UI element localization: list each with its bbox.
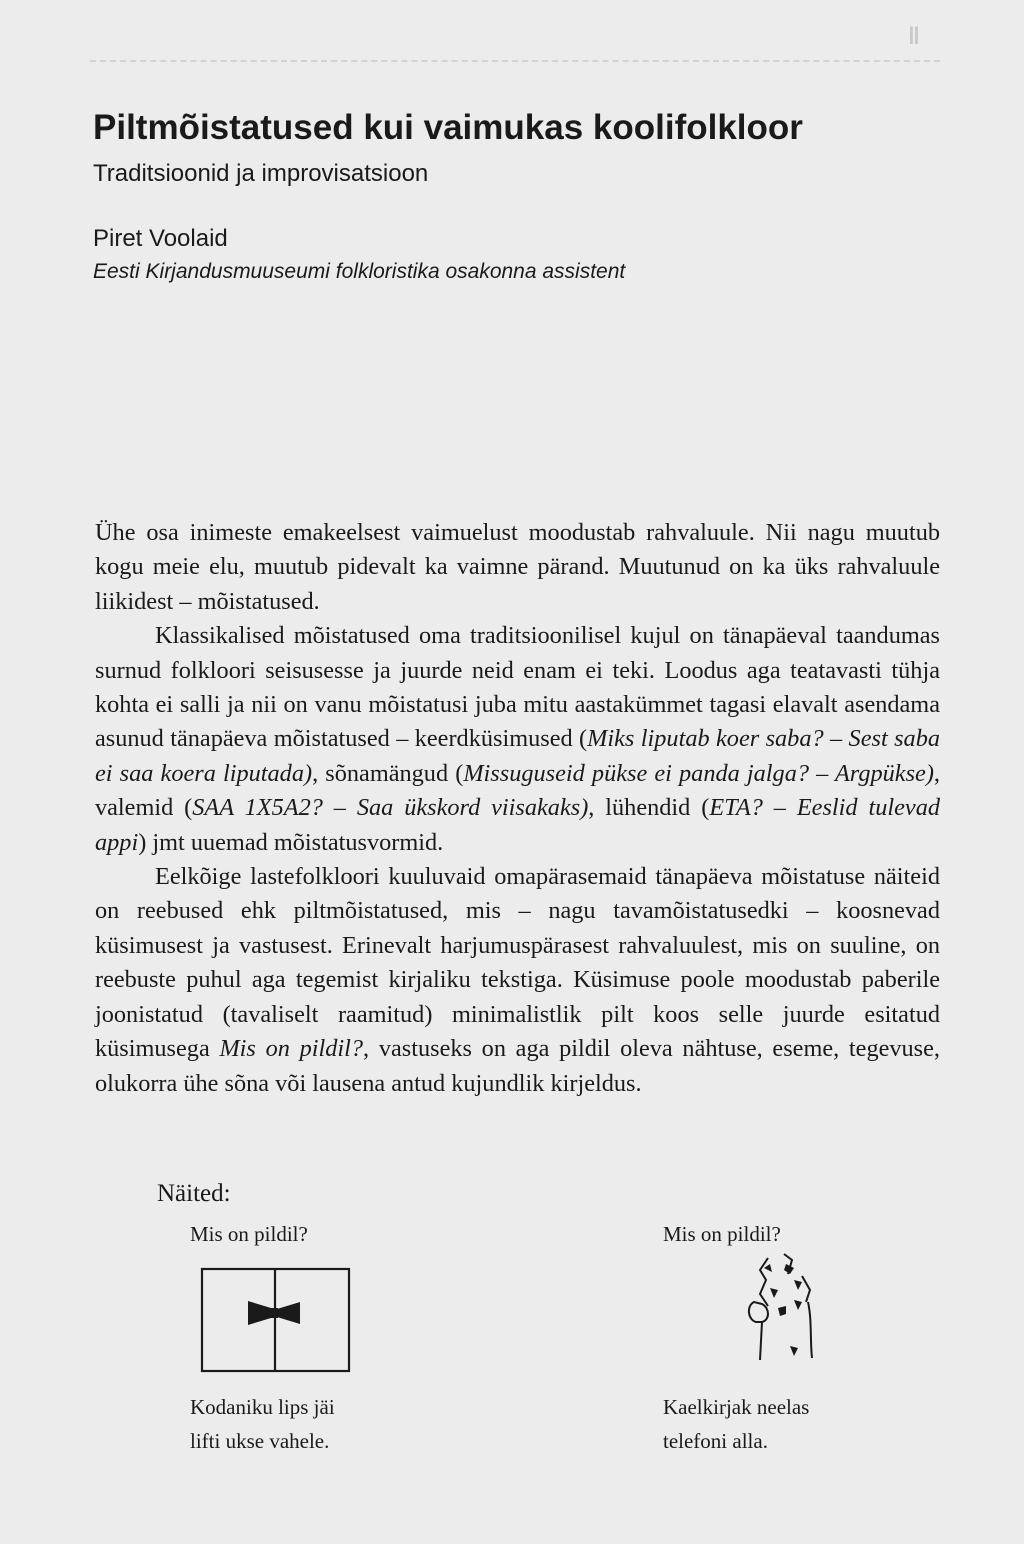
paragraph-3-text-b: , vastuseks on aga pildil oleva nähtuse, eseme, tegevuse, olukorra ühe sõna või lausena antud kujundlik kirjeldus. bbox=[95, 1035, 940, 1097]
paragraph-3 bbox=[95, 860, 940, 1101]
paragraph-2-text-b: , sõnamängud ( bbox=[312, 759, 464, 787]
author-name: Piret Voolaid bbox=[93, 225, 228, 252]
article-subtitle: Traditsioonid ja improvisatsioon bbox=[93, 160, 429, 187]
riddle-example-1: Miks liputab koer saba? – Sest saba ei saa koera liputada) bbox=[95, 725, 940, 787]
bowtie-elevator-drawing bbox=[198, 1264, 354, 1378]
riddle-example-2: Missuguseid pükse ei panda jalga? – Argpükse) bbox=[463, 759, 934, 787]
paragraph-1: Ühe osa inimeste emakeelsest vaimuelust moodustab rahvaluule. Nii nagu muutub kogu meie elu, muutub pidevalt ka vaimne pärand. Muutunud on ka üks rahvaluule liikidest – mõistatused. bbox=[95, 519, 940, 615]
riddle-example-3: SAA 1X5A2? – Saa ükskord viisakaks) bbox=[192, 794, 589, 822]
article-body bbox=[95, 516, 940, 1101]
example-right-answer-line-2: telefoni alla. bbox=[663, 1429, 768, 1453]
giraffe-phone-drawing bbox=[740, 1250, 820, 1362]
paragraph-2-text-a: Klassikalised mõistatused oma traditsioonilisel kujul on tänapäeval taandumas surnud folkloori seisusesse ja juurde neid enam ei teki. Loodus aga teatavasti tühja kohta ei salli ja nii on vanu mõistatusi juba mitu aastakümmet tagasi elavalt asendama asunud tänapäeva mõistatused – keerdküsimused ( bbox=[95, 622, 940, 753]
author-affiliation: Eesti Kirjandusmuuseumi folkloristika osakonna assistent bbox=[93, 260, 626, 283]
example-left-question: Mis on pildil? bbox=[190, 1222, 308, 1246]
header-rule bbox=[90, 60, 940, 62]
paragraph-2-text-d: , lühendid ( bbox=[588, 794, 710, 822]
article-title: Piltmõistatused kui vaimukas koolifolkloor bbox=[93, 108, 803, 147]
riddle-example-4: ETA? – Eeslid tulevad appi bbox=[95, 794, 941, 856]
question-phrase: Mis on pildil? bbox=[219, 1035, 364, 1063]
example-left-answer-line-2: lifti ukse vahele. bbox=[190, 1429, 330, 1453]
paragraph-2 bbox=[95, 619, 940, 860]
example-left-answer-line-1: Kodaniku lips jäi bbox=[190, 1395, 335, 1419]
paragraph-2-text-c: , valemid ( bbox=[95, 759, 940, 822]
example-right-answer-line-1: Kaelkirjak neelas bbox=[663, 1395, 810, 1419]
page-corner-mark: ǁ bbox=[908, 23, 920, 50]
example-right-question: Mis on pildil? bbox=[663, 1222, 781, 1246]
examples-label: Näited: bbox=[157, 1180, 231, 1207]
paragraph-2-text-e: ) jmt uuemad mõistatusvormid. bbox=[138, 828, 444, 856]
paragraph-3-text-a: Eelkõige lastefolkloori kuuluvaid omapärasemaid tänapäeva mõistatuse näiteid on reebused ehk piltmõistatused, mis – nagu tavamõistatusedki – koosnevad küsimusest ja vastusest. Erinevalt harjumuspärasest rahvaluulest, mis on suuline, on reebuste puhul aga tegemist kirjaliku tekstiga. Küsimuse poole moodustab paberile joonistatud (tavaliselt raamitud) minimalistlik pilt koos selle juurde esitatud küsimusega bbox=[95, 863, 940, 1063]
